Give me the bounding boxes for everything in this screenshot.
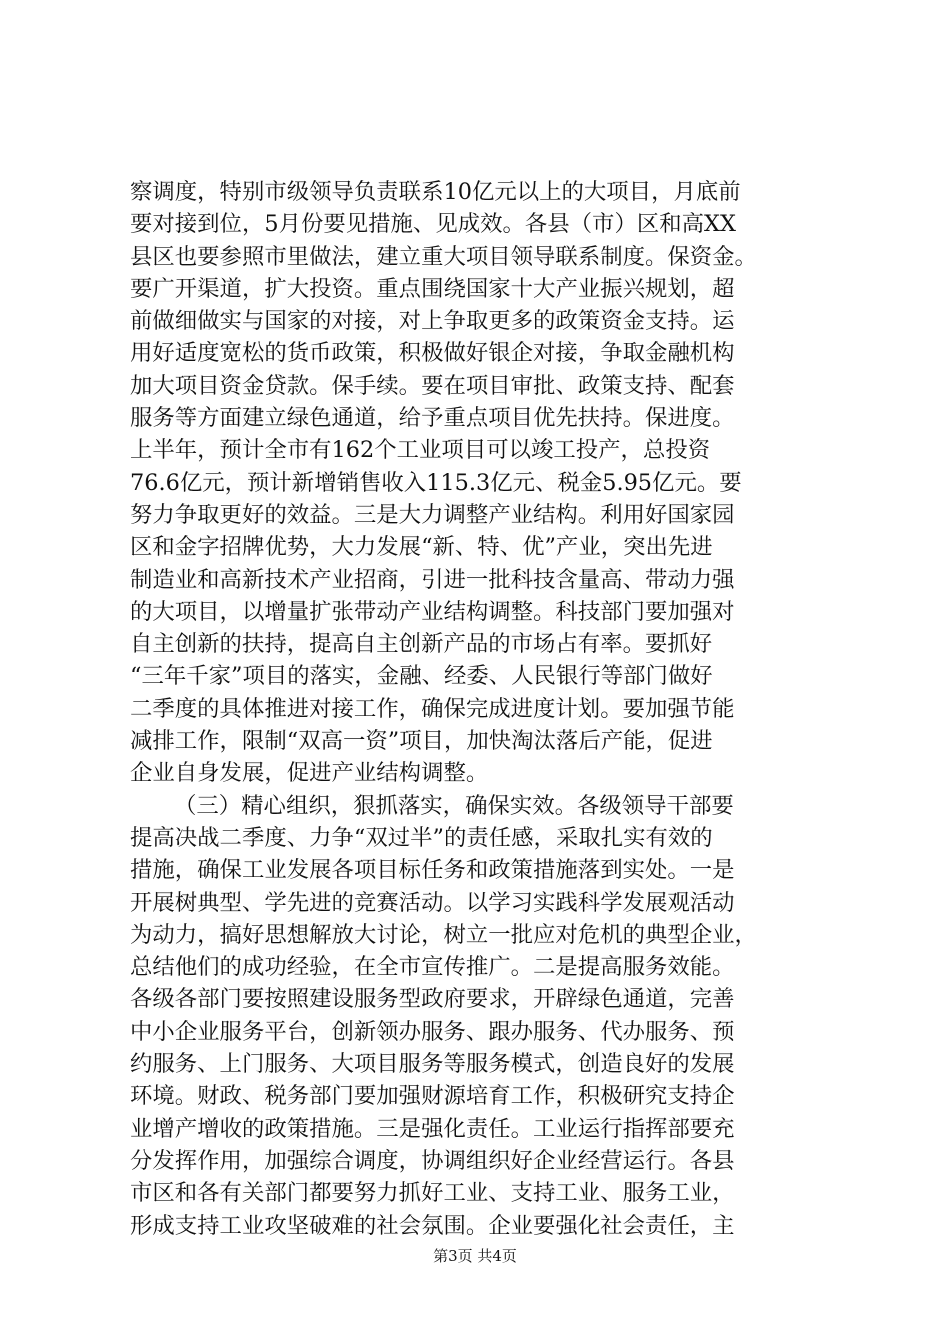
text-line: 要对接到位，5月份要见措施、见成效。各县（市）区和高XX (130, 211, 736, 238)
text-line: 努力争取更好的效益。三是大力调整产业结构。利用好国家园 (130, 501, 735, 528)
text-line: 用好适度宽松的货币政策，积极做好银企对接，争取金融机构 (130, 340, 735, 367)
text-line: 开展树典型、学先进的竞赛活动。以学习实践科学发展观活动 (130, 889, 735, 916)
text-line: 分发挥作用，加强综合调度，协调组织好企业经营运行。各县 (130, 1147, 735, 1174)
text-line: 的大项目，以增量扩张带动产业结构调整。科技部门要加强对 (130, 598, 735, 625)
text-line: 措施，确保工业发展各项目标任务和政策措施落到实处。一是 (130, 857, 735, 884)
text-line: 前做细做实与国家的对接，对上争取更多的政策资金支持。运 (130, 308, 735, 335)
text-line: 县区也要参照市里做法，建立重大项目领导联系制度。保资金。 (130, 243, 757, 270)
text-line: 区和金字招牌优势，大力发展“新、特、优”产业，突出先进 (130, 534, 713, 561)
text-line: 为动力，搞好思想解放大讨论，树立一批应对危机的典型企业， (130, 921, 757, 948)
text-line: 二季度的具体推进对接工作，确保完成进度计划。要加强节能 (130, 695, 735, 722)
text-line: 企业自身发展，促进产业结构调整。 (130, 760, 489, 787)
text-line: 形成支持工业攻坚破难的社会氛围。企业要强化社会责任，主 (130, 1212, 735, 1239)
text-line: 业增产增收的政策措施。三是强化责任。工业运行指挥部要充 (130, 1115, 735, 1142)
text-line: 约服务、上门服务、大项目服务等服务模式，创造良好的发展 (130, 1051, 735, 1078)
text-line: 要广开渠道，扩大投资。重点围绕国家十大产业振兴规划，超 (130, 275, 735, 302)
document-body (130, 176, 830, 1242)
text-line: 76.6亿元，预计新增销售收入115.3亿元、税金5.95亿元。要 (130, 469, 742, 496)
section-heading-line: （三）精心组织，狠抓落实，确保实效。各级领导干部要 (174, 792, 734, 819)
text-line: 市区和各有关部门都要努力抓好工业、支持工业、服务工业， (130, 1180, 735, 1207)
text-line: 中小企业服务平台，创新领办服务、跟办服务、代办服务、预 (130, 1018, 735, 1045)
text-line: 制造业和高新技术产业招商，引进一批科技含量高、带动力强 (130, 566, 735, 593)
page-number-footer: 第3页 共4页 (433, 1247, 517, 1265)
text-line: 减排工作，限制“双高一资”项目，加快淘汰落后产能，促进 (130, 728, 713, 755)
text-line: “三年千家”项目的落实，金融、经委、人民银行等部门做好 (130, 663, 713, 690)
text-line: 总结他们的成功经验，在全市宣传推广。二是提高服务效能。 (130, 954, 735, 981)
text-line: 服务等方面建立绿色通道，给予重点项目优先扶持。保进度。 (130, 405, 735, 432)
text-line: 上半年，预计全市有162个工业项目可以竣工投产，总投资 (130, 437, 711, 464)
text-line: 自主创新的扶持，提高自主创新产品的市场占有率。要抓好 (130, 631, 713, 658)
text-line: 加大项目资金贷款。保手续。要在项目审批、政策支持、配套 (130, 372, 735, 399)
text-line: 环境。财政、税务部门要加强财源培育工作，积极研究支持企 (130, 1083, 735, 1110)
text-line: 各级各部门要按照建设服务型政府要求，开辟绿色通道，完善 (130, 986, 735, 1013)
text-line: 提高决战二季度、力争“双过半”的责任感，采取扎实有效的 (130, 824, 713, 851)
text-line: 察调度，特别市级领导负责联系10亿元以上的大项目，月底前 (130, 179, 741, 205)
